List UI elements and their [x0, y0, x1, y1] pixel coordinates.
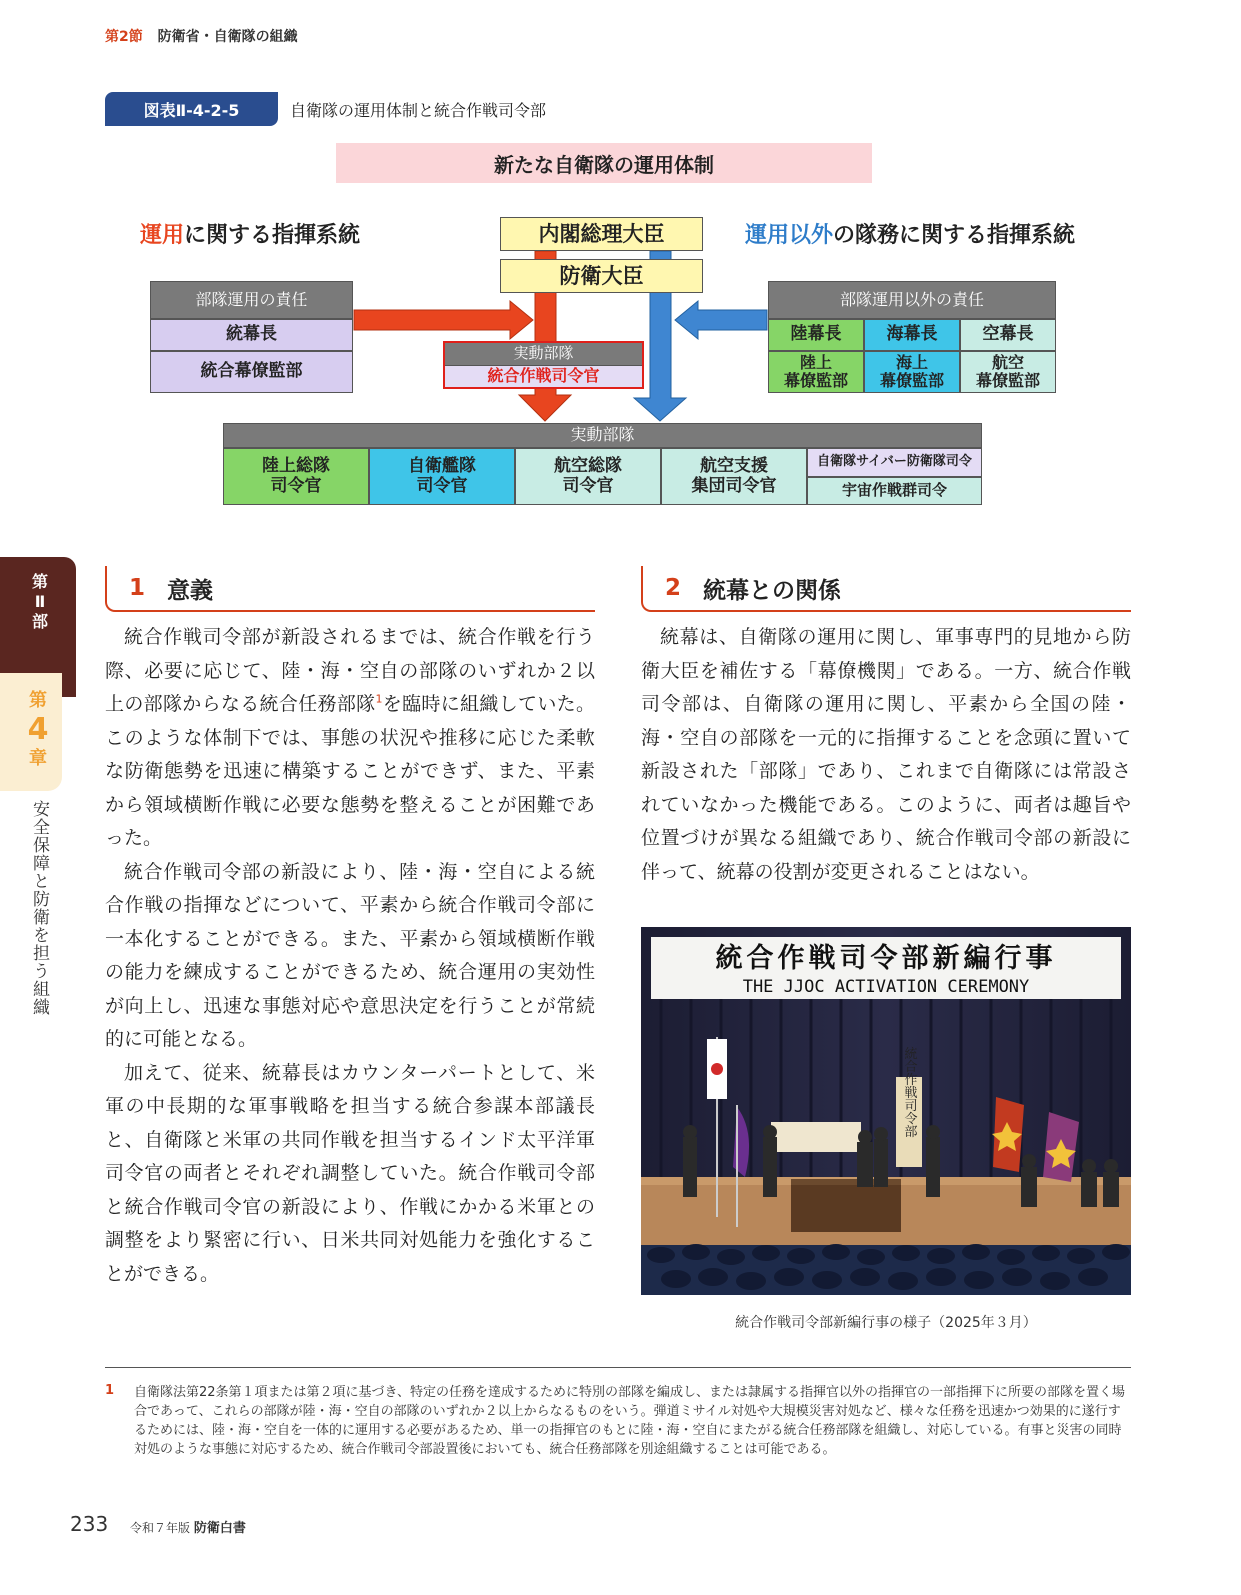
- chapter-title: 安全保障と防衛を担う組織: [29, 800, 49, 1016]
- section1-title: 意義: [167, 577, 214, 604]
- section1-p1-part-b: を臨時に組織していた。このような体制下では、事態の状況や推移に応じた柔軟な防衛態勢を迅速に構築することができず、また、平素から領域横断作戦に必要な態勢を整えることが困難であった。: [105, 693, 595, 849]
- publication-title: 防衛白書: [193, 1521, 246, 1536]
- section1-heading: [105, 566, 595, 612]
- scroll-text: 統合作戦司令部: [901, 1046, 917, 1138]
- section1-number: 1: [129, 575, 146, 601]
- diagram-heading: 新たな自衛隊の運用体制: [336, 143, 872, 183]
- center-commander: 統合作戦司令官: [445, 365, 642, 387]
- publication-year: 令和７年版: [130, 1521, 191, 1535]
- page-number: 233: [70, 1512, 109, 1536]
- banner-english: THE JJOC ACTIVATION CEREMONY: [742, 977, 1030, 997]
- left-system-accent: 運用: [140, 223, 185, 248]
- publication: [130, 1517, 246, 1536]
- section2-heading: [641, 566, 1131, 612]
- center-unit-box: [443, 341, 644, 389]
- right-staff-gsdf: 陸上 幕僚監部: [768, 351, 864, 393]
- footnote-text: 自衛隊法第22条第１項または第２項に基づき、特定の任務を達成するために特別の部隊を編成し、または隷属する指揮官以外の指揮官の一部指揮下に所要の部隊を置く場合であって、これらの部隊が陸・海・空自の部隊のいずれか２以上からなるものをいう。弾道ミサイル対処や大規模災害対処など、様々な任務を迅速かつ効果的に遂行するためには、陸・海・空自を一体的に運用する必要があるため、単一の指揮官のもとに陸・海・空自にまたがる統合任務部隊を組織し、対応している。有事と災害の同時対処のような事態に対応するため、統合作戦司令部設置後においても、統合任務部隊を別途組織することは可能である。: [134, 1385, 1126, 1457]
- minister-box: 防衛大臣: [500, 259, 703, 293]
- section1-paragraph-1: [105, 621, 595, 856]
- right-staff-asdf: 航空 幕僚監部: [960, 351, 1056, 393]
- section1-body: [105, 621, 595, 1291]
- part-label: 第Ⅱ部: [31, 572, 48, 631]
- blue-left-arrow: [675, 301, 767, 339]
- footnote-number: 1: [105, 1383, 115, 1398]
- ceremony-photo: [641, 927, 1131, 1295]
- red-right-arrow: [354, 301, 533, 339]
- section2-paragraph-1: 統幕は、自衛隊の運用に関し、軍事専門的見地から防衛大臣を補佐する「幕僚機関」である。一方、統合作戦司令部は、自衛隊の運用に関し、平素から全国の陸・海・空自の部隊を一元的に指揮することを念頭に置いて新設された「部隊」であり、これまで自衛隊には常設されていなかった機能である。このように、両者は趣旨や位置づけが異なる組織であり、統合作戦司令部の新設に伴って、統幕の役割が変更されることはない。: [641, 626, 1131, 883]
- footnote-ref[interactable]: 1: [375, 692, 383, 706]
- footnote-divider: [105, 1367, 1131, 1368]
- left-item-chief: 統幕長: [150, 319, 353, 351]
- bottom-unit-gcc: 陸上総隊 司令官: [223, 448, 369, 505]
- right-staff-msdf: 海上 幕僚監部: [864, 351, 960, 393]
- section2-title: 統幕との関係: [703, 577, 842, 604]
- bottom-unit-asc: 航空支援 集団司令官: [661, 448, 807, 505]
- section-label: 第2節: [105, 29, 143, 45]
- left-header: 部隊運用の責任: [150, 281, 353, 319]
- section1-paragraph-3: 加えて、従来、統幕長はカウンターパートとして、米軍の中長期的な軍事戦略を担当する統合参謀本部議長と、自衛隊と米軍の共同作戦を担当するインド太平洋軍司令官の両者とそれぞれ調整していた。統合作戦司令部と統合作戦司令官の新設により、作戦にかかる米軍との調整をより緊密に行い、日米共同対処能力を強化することができる。: [105, 1061, 595, 1285]
- chapter-label: 第 4 章: [27, 690, 49, 769]
- right-system-rest: の隊務に関する指揮系統: [833, 223, 1076, 248]
- right-chief-gsdf: 陸幕長: [768, 319, 864, 351]
- bottom-unit-adc: 航空総隊 司令官: [515, 448, 661, 505]
- bottom-header: 実動部隊: [223, 423, 982, 448]
- left-system-rest: に関する指揮系統: [184, 223, 361, 248]
- right-chief-msdf: 海幕長: [864, 319, 960, 351]
- banner-japanese: 統合作戦司令部新編行事: [715, 943, 1057, 974]
- bottom-unit-cyber: 自衛隊サイバー防衛隊司令: [807, 448, 982, 477]
- bottom-unit-space: 宇宙作戦群司令: [807, 477, 982, 505]
- right-chief-asdf: 空幕長: [960, 319, 1056, 351]
- section-title: 防衛省・自衛隊の組織: [157, 29, 298, 45]
- figure-tag: 図表Ⅱ-4-2-5: [105, 92, 278, 126]
- right-header: 部隊運用以外の責任: [768, 281, 1056, 319]
- chapter-number: 4: [27, 711, 49, 747]
- section2-body: [641, 621, 1131, 889]
- center-header: 実動部隊: [445, 343, 642, 365]
- left-item-staff: 統合幕僚監部: [150, 351, 353, 393]
- figure-title: 自衛隊の運用体制と統合作戦司令部: [290, 101, 547, 120]
- ceremony-photo-drawing: [641, 927, 1131, 1295]
- section1-p1-part-a: 統合作戦司令部が新設されるまでは、統合作戦を行う際、必要に応じて、陸・海・空自の部隊のいずれか２以上の部隊からなる統合任務部隊: [105, 626, 595, 715]
- section2-number: 2: [665, 575, 682, 601]
- section1-paragraph-2: 統合作戦司令部の新設により、陸・海・空自による統合作戦の指揮などについて、平素から統合作戦司令部に一本化することができる。また、平素から領域横断作戦の能力を練成することができるため、統合運用の実効性が向上し、迅速な事態対応や意思決定を行うことが常続的に可能となる。: [105, 860, 595, 1050]
- bottom-unit-sf: 自衛艦隊 司令官: [369, 448, 515, 505]
- pm-box: 内閣総理大臣: [500, 217, 703, 251]
- photo-caption: 統合作戦司令部新編行事の様子（2025年３月）: [735, 1315, 1037, 1331]
- right-system-accent: 運用以外: [745, 223, 834, 248]
